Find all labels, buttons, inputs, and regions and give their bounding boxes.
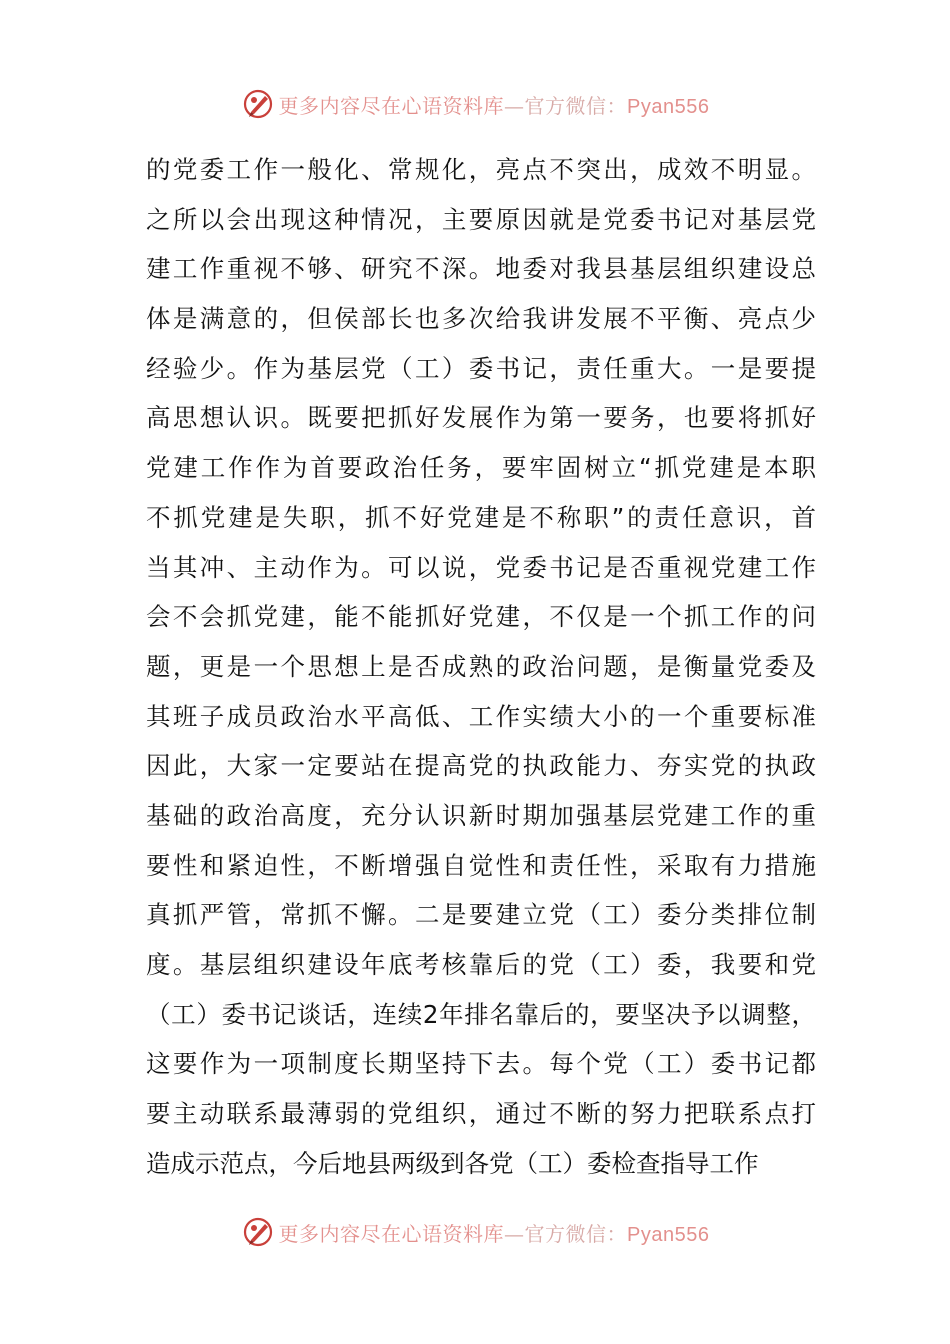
body-line: 因此，大家一定要站在提高党的执政能力、夯实党的执政 [146, 751, 816, 781]
body-line: 当其冲、主动作为。可以说，党委书记是否重视党建工作 [146, 552, 816, 582]
body-line: 高思想认识。既要把抓好发展作为第一要务，也要将抓好 [146, 403, 816, 433]
header-wechat-id: Pyan556 [627, 95, 710, 118]
header-text [279, 90, 710, 119]
body-line: 之所以会出现这种情况，主要原因就是党委书记对基层党 [146, 204, 816, 234]
document-body [146, 145, 816, 1188]
body-line: 的党委工作一般化、常规化，亮点不突出，成效不明显。 [146, 155, 816, 184]
body-line: 体是满意的，但侯部长也多次给我讲发展不平衡、亮点少 [146, 304, 816, 334]
header-main-text: 更多内容尽在心语资料库 [278, 93, 505, 118]
body-line: 建工作重视不够、研究不深。地委对我县基层组织建设总 [146, 254, 816, 284]
body-line: 度。基层组织建设年底考核靠后的党（工）委，我要和党 [146, 950, 816, 979]
body-line: 党建工作作为首要政治任务，要牢固树立“抓党建是本职 [146, 453, 816, 483]
body-line: 题，更是一个思想上是否成熟的政治问题，是衡量党委及 [146, 651, 816, 681]
footer-label: 官方微信： [524, 1221, 628, 1246]
footer-main-text: 更多内容尽在心语资料库 [278, 1221, 505, 1246]
body-line: 基础的政治高度，充分认识新时期加强基层党建工作的重 [146, 800, 816, 830]
footer-separator: — [504, 1221, 525, 1246]
body-line: 要性和紧迫性，不断增强自觉性和责任性，采取有力措施 [146, 850, 816, 880]
header-label: 官方微信： [524, 93, 628, 118]
body-line: 造成示范点，今后地县两级到各党（工）委检查指导工作 [146, 1148, 759, 1178]
footer-text [279, 1218, 710, 1247]
body-line: （工）委书记谈话，连续2年排名靠后的，要坚决予以调整， [146, 999, 816, 1029]
body-line: 这要作为一项制度长期坚持下去。每个党（工）委书记都 [146, 1049, 816, 1079]
body-line: 经验少。作为基层党（工）委书记，责任重大。一是要提 [146, 353, 816, 383]
body-line: 要主动联系最薄弱的党组织，通过不断的努力把联系点打 [146, 1099, 816, 1129]
pen-logo-icon [241, 87, 275, 121]
pen-logo-icon [241, 1215, 275, 1249]
footer-watermark [0, 1212, 950, 1252]
body-line: 会不会抓党建，能不能抓好党建，不仅是一个抓工作的问 [146, 602, 816, 632]
body-line: 真抓严管，常抓不懈。二是要建立党（工）委分类排位制 [146, 900, 816, 930]
footer-wechat-id: Pyan556 [627, 1223, 710, 1246]
body-line: 其班子成员政治水平高低、工作实绩大小的一个重要标准 [146, 701, 816, 731]
header-watermark [0, 84, 950, 124]
body-line: 不抓党建是失职，抓不好党建是不称职”的责任意识，首 [146, 502, 816, 532]
header-separator: — [504, 93, 525, 118]
